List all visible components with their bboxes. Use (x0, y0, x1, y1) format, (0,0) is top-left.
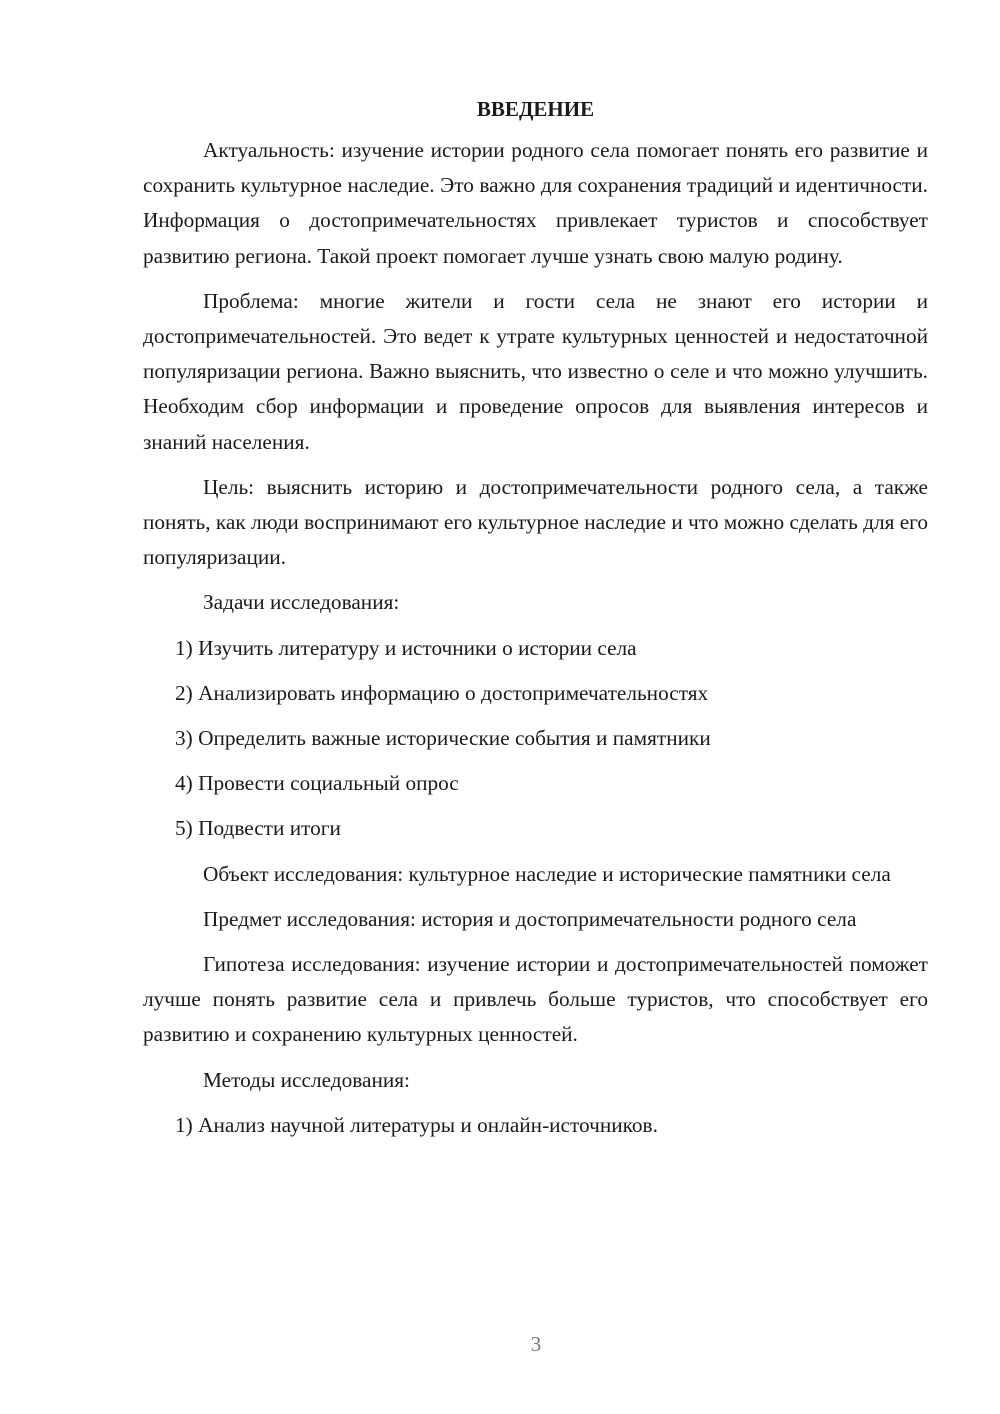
task-item: 1) Изучить литературу и источники о истории села (175, 635, 637, 660)
goal-paragraph: Цель: выяснить историю и достопримечательности родного села, а также понять, как люди воспринимают его культурное наследие и что можно сделать для его популяризации. (143, 474, 928, 570)
tasks-title: Задачи исследования: (203, 590, 400, 615)
relevance-paragraph: Актуальность: изучение истории родного села помогает понять его развитие и сохранить культурное наследие. Это важно для сохранения традиций и идентичности. Информация о достопримечательностях привлекает туристов и способствует развитию региона. Такой проект помогает лучше узнать свою малую родину. (143, 138, 928, 268)
task-item: 5) Подвести итоги (175, 816, 341, 841)
method-item: 1) Анализ научной литературы и онлайн-источников. (175, 1112, 658, 1137)
section-heading: ВВЕДЕНИЕ (476, 97, 595, 121)
methods-title: Методы исследования: (203, 1067, 410, 1092)
object-paragraph: Объект исследования: культурное наследие и исторические памятники села (203, 861, 891, 886)
page-number: 3 (530, 1332, 542, 1356)
subject-paragraph: Предмет исследования: история и достопримечательности родного села (203, 906, 857, 931)
hypothesis-paragraph: Гипотеза исследования: изучение истории и достопримечательностей поможет лучше понять развитие села и привлечь больше туристов, что способствует его развитию и сохранению культурных ценностей. (143, 952, 928, 1047)
document-page (143, 92, 928, 1153)
problem-paragraph: Проблема: многие жители и гости села не знают его истории и достопримечательностей. Это ведет к утрате культурных ценностей и недостаточной популяризации региона. Важно выяснить, что известно о селе и что можно улучшить. Необходим сбор информации и проведение опросов для выявления интересов и знаний населения. (143, 288, 928, 454)
task-item: 4) Провести социальный опрос (175, 771, 459, 796)
task-item: 2) Анализировать информацию о достопримечательностях (175, 680, 709, 705)
task-item: 3) Определить важные исторические события и памятники (175, 726, 711, 751)
